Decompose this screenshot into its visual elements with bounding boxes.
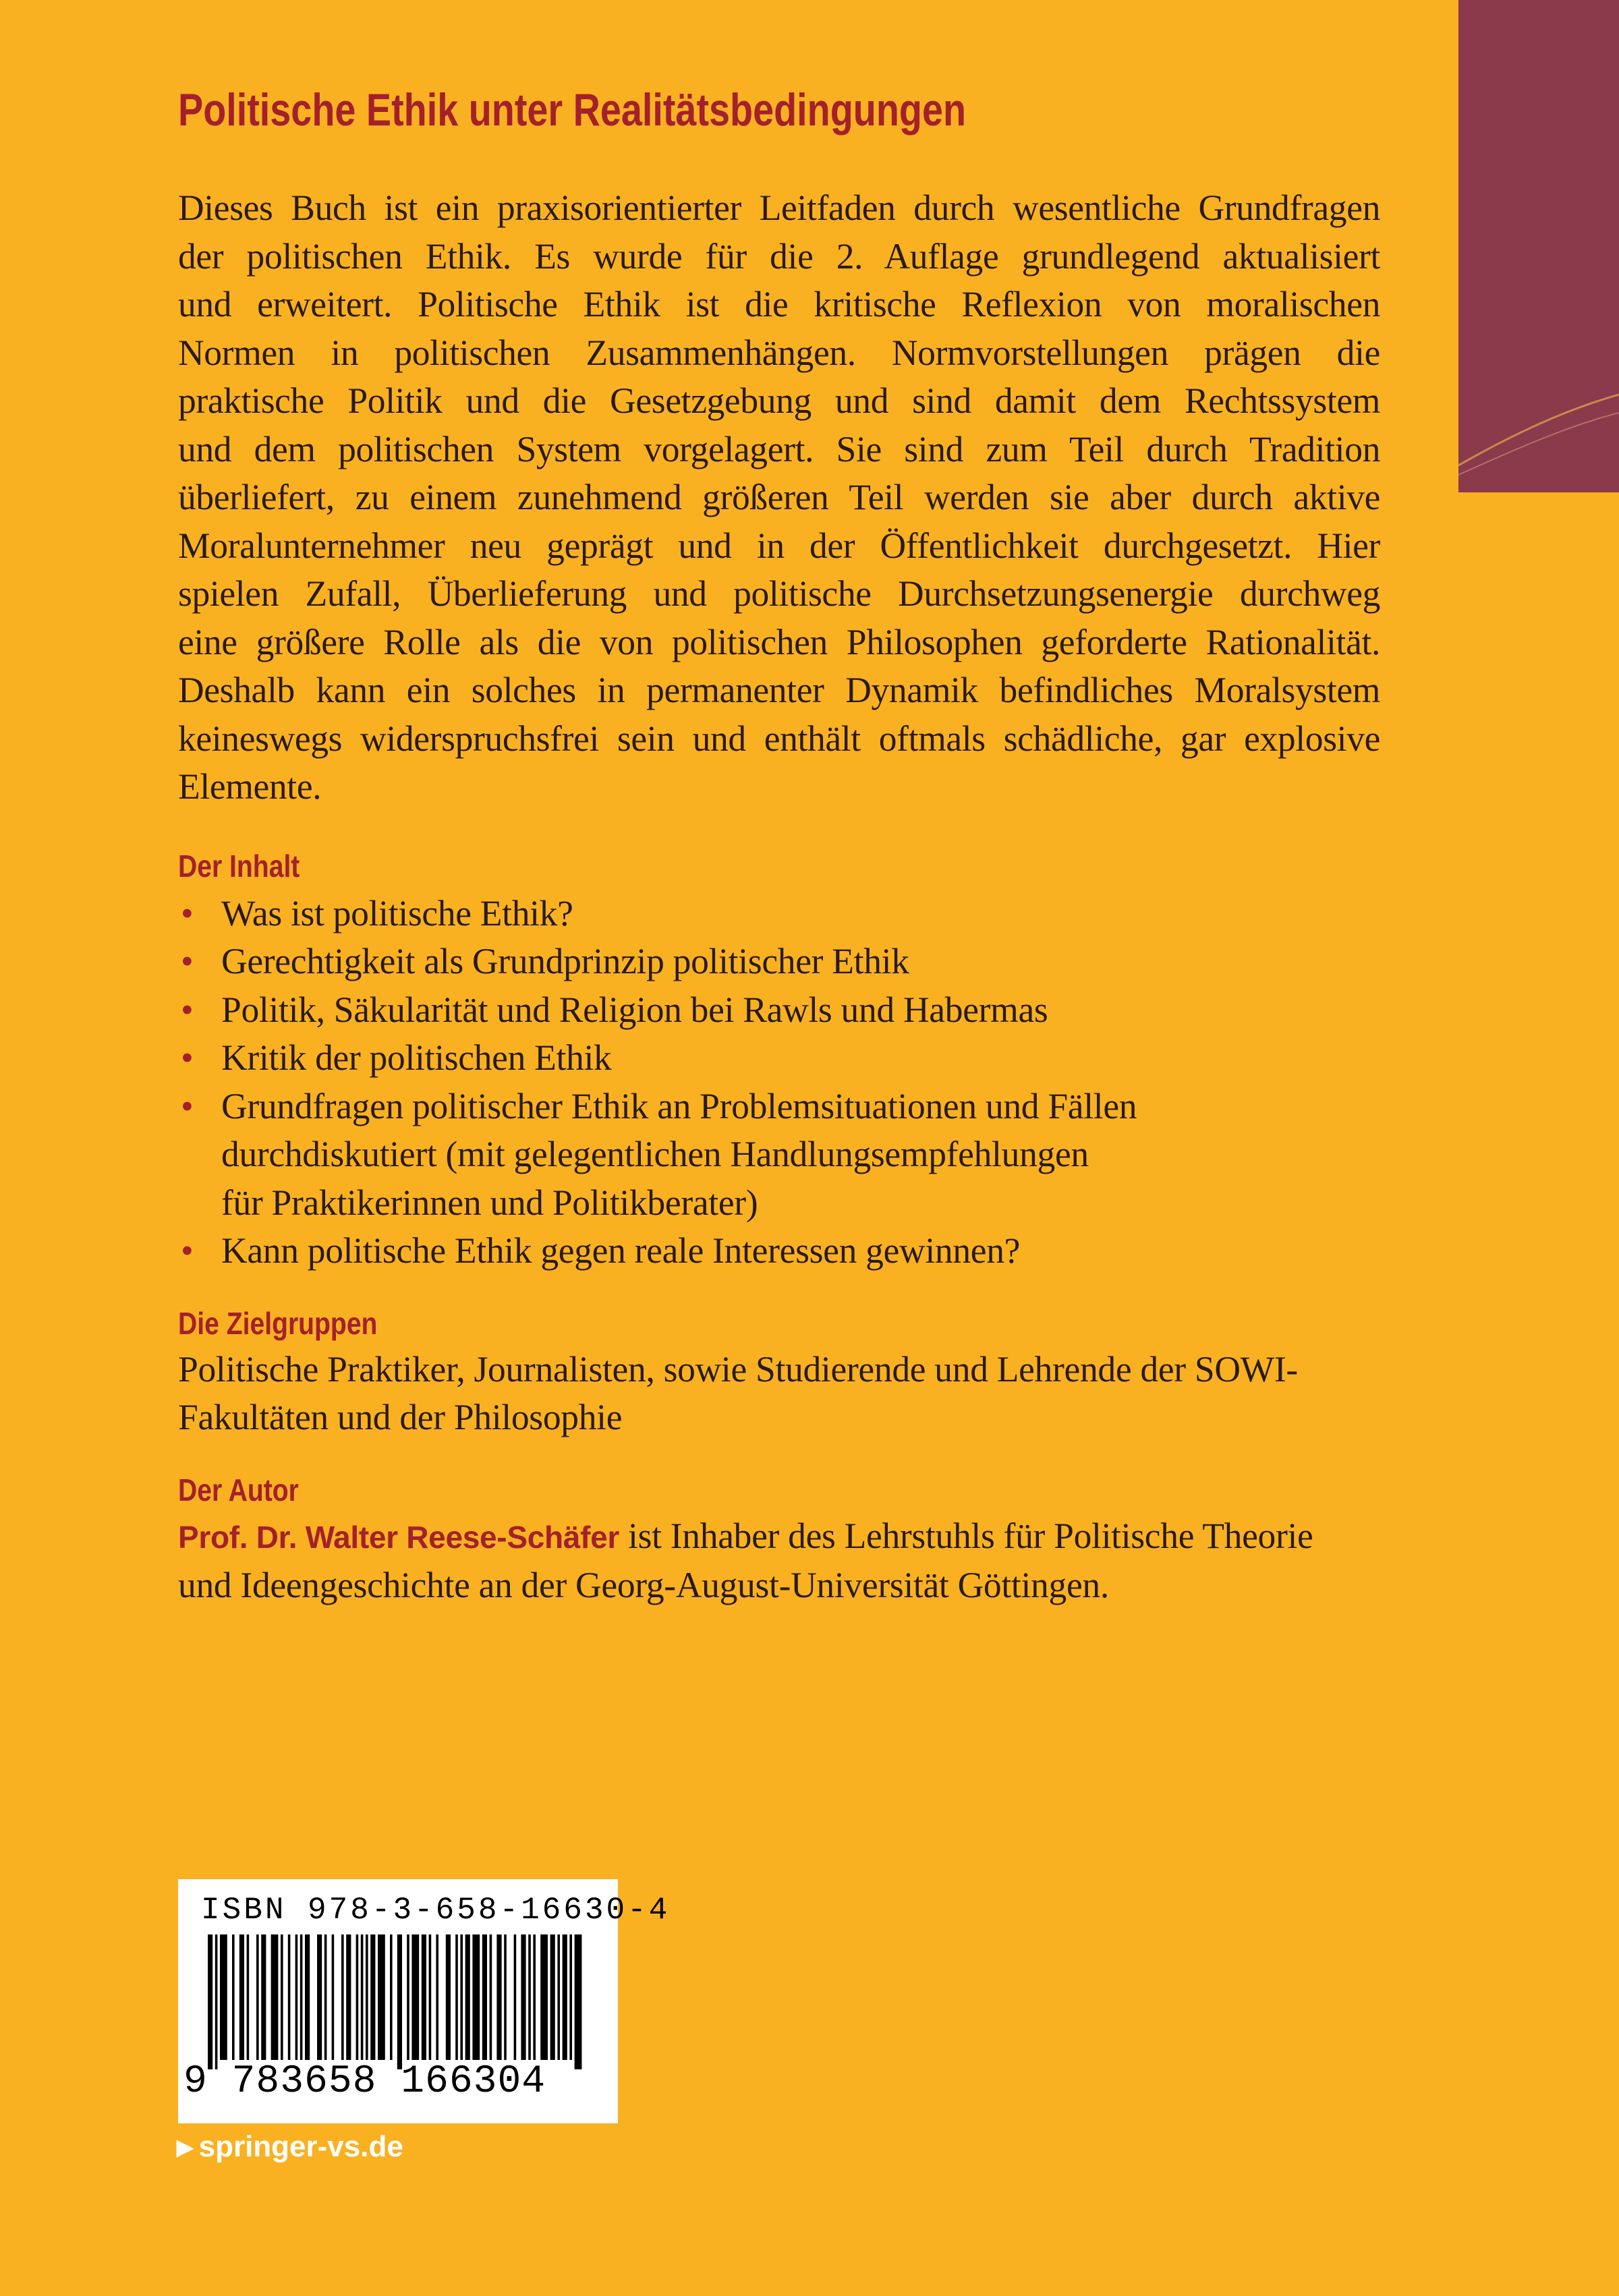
barcode-bar — [528, 1934, 531, 2060]
contents-item-line: Gerechtigkeit als Grundprinzip politischer Ethik — [221, 941, 909, 981]
author-heading: Der Autor — [178, 1472, 299, 1508]
description-line: Elemente. — [178, 766, 322, 807]
barcode-bar — [514, 1934, 517, 2060]
bullet-icon: • — [181, 1230, 194, 1271]
barcode-bar — [361, 1934, 364, 2060]
contents-item-line: für Praktikerinnen und Politikberater) — [221, 1182, 758, 1223]
description-paragraph — [178, 184, 1380, 811]
barcode-bar — [390, 1934, 393, 2060]
barcode-bar — [575, 1934, 582, 2069]
contents-item-line: Kritik der politischen Ethik — [221, 1037, 612, 1078]
description-line: und erweitert. Politische Ethik ist die kritische Reflexion von moralischen — [178, 284, 1380, 324]
barcode-bar — [324, 1934, 327, 2060]
author-line-1 — [178, 1512, 1380, 1562]
barcode-bar — [232, 1934, 235, 2060]
audience-text — [178, 1346, 1380, 1442]
description-line: praktische Politik und die Gesetzgebung und sind damit dem Rechtssystem — [178, 380, 1380, 421]
contents-item — [178, 1034, 1380, 1083]
barcode-bar — [460, 1934, 463, 2060]
barcode-bar — [220, 1934, 227, 2060]
isbn-label: ISBN 978-3-658-16630-4 — [201, 1893, 671, 1928]
barcode-bar — [446, 1934, 451, 2060]
contents-item — [178, 938, 1380, 986]
barcode-bar — [411, 1934, 419, 2060]
barcode-bar — [341, 1934, 344, 2060]
author-name: Prof. Dr. Walter Reese-Schäfer — [178, 1519, 619, 1555]
contents-list — [178, 890, 1380, 1275]
description-line: Normen in politischen Zusammenhängen. Normvorstellungen prägen die — [178, 332, 1380, 373]
barcode-bar — [533, 1934, 536, 2060]
barcode-bar — [256, 1934, 259, 2060]
contents-item-line: Was ist politische Ethik? — [221, 892, 573, 934]
barcode-bar — [288, 1934, 291, 2060]
barcode-bars — [204, 1934, 592, 2069]
barcode-bar — [295, 1934, 298, 2060]
barcode-bar — [356, 1934, 359, 2060]
contents-heading: Der Inhalt — [178, 848, 300, 884]
barcode-bar — [472, 1934, 480, 2060]
publisher-url: springer-vs.de — [198, 2130, 403, 2163]
barcode-bar — [557, 1934, 560, 2060]
barcode-bar — [407, 1934, 409, 2060]
audience-line: Fakultäten und der Philosophie — [178, 1397, 623, 1437]
barcode-bar — [482, 1934, 487, 2060]
barcode-bar — [332, 1934, 335, 2060]
description-line: überliefert, zu einem zunehmend größeren Teil werden sie aber durch aktive — [178, 477, 1380, 517]
barcode-bar — [496, 1934, 501, 2060]
barcode-bar — [261, 1934, 266, 2060]
bullet-icon: • — [181, 941, 194, 981]
barcode-bar — [550, 1934, 555, 2060]
bullet-icon: • — [181, 989, 194, 1030]
contents-item-line: Grundfragen politischer Ethik an Problemsituationen und Fällen — [221, 1085, 1137, 1126]
description-line: eine größere Rolle als die von politischen Philosophen geforderte Rationalität. — [178, 621, 1380, 662]
barcode-digits: 9 783658 166304 — [183, 2060, 546, 2104]
contents-item — [178, 986, 1380, 1035]
barcode-bar — [540, 1934, 548, 2060]
description-line: keineswegs widerspruchsfrei sein und enthält oftmals schädliche, gar explosive — [178, 718, 1380, 759]
audience-heading: Die Zielgruppen — [178, 1305, 378, 1341]
barcode-bar — [563, 1934, 567, 2060]
bullet-icon: • — [181, 1037, 194, 1078]
barcode-bar — [215, 1934, 218, 2069]
barcode-bar — [422, 1934, 426, 2060]
cover-corner-decoration — [1458, 0, 1619, 492]
barcode-bar — [247, 1934, 250, 2060]
barcode-bar — [378, 1934, 385, 2060]
author-line-2: und Ideengeschichte an der Georg-August-Universität Göttingen. — [178, 1565, 1109, 1605]
description-line: Deshalb kann ein solches in permanenter Dynamik befindliches Moralsystem — [178, 670, 1380, 710]
barcode-bar — [317, 1934, 322, 2060]
description-line: und dem politischen System vorgelagert. Sie sind zum Teil durch Tradition — [178, 428, 1380, 469]
corner-swoosh — [1458, 0, 1619, 492]
barcode-bar — [346, 1934, 351, 2060]
author-text — [178, 1512, 1380, 1610]
barcode-bar — [281, 1934, 283, 2060]
contents-item — [178, 890, 1380, 938]
barcode-bar — [490, 1934, 492, 2060]
barcode-bar — [300, 1934, 303, 2060]
barcode-bar — [239, 1934, 244, 2060]
description-line: Moralunternehmer neu geprägt und in der Öffentlichkeit durchgesetzt. Hier — [178, 525, 1380, 566]
bullet-icon: • — [181, 1085, 194, 1126]
barcode-bar — [370, 1934, 375, 2060]
description-line: der politischen Ethik. Es wurde für die 2. Auflage grundlegend aktualisiert — [178, 235, 1380, 277]
arrow-right-icon: ▶ — [177, 2135, 194, 2159]
isbn-barcode — [178, 1879, 671, 2123]
contents-item-line: Kann politische Ethik gegen reale Interessen gewinnen? — [221, 1230, 1021, 1271]
barcode-bar — [208, 1934, 212, 2069]
barcode-bar — [465, 1934, 470, 2060]
audience-line: Politische Praktiker, Journalisten, sowie Studierende und Lehrende der SOWI- — [178, 1348, 1298, 1389]
barcode-bar — [397, 1934, 402, 2069]
author-line-1-rest: ist Inhaber des Lehrstuhls für Politische Theorie — [619, 1515, 1313, 1556]
book-title: Politische Ethik unter Realitätsbedingungen — [178, 84, 967, 136]
contents-item — [178, 1227, 1380, 1275]
barcode-bar — [455, 1934, 458, 2060]
publisher-link[interactable] — [177, 2130, 403, 2164]
description-line: spielen Zufall, Überlieferung und politische Durchsetzungsenergie durchweg — [178, 573, 1380, 614]
contents-item — [178, 1083, 1380, 1228]
barcode-bar — [366, 1934, 368, 2060]
barcode-bar — [429, 1934, 432, 2060]
back-cover-text — [178, 80, 1380, 1610]
description-line: Dieses Buch ist ein praxisorientierter Leitfaden durch wesentliche Grundfragen — [178, 188, 1380, 228]
barcode-bar — [305, 1934, 310, 2060]
contents-item-line: durchdiskutiert (mit gelegentlichen Handlungsempfehlungen — [221, 1134, 1089, 1174]
bullet-icon: • — [181, 892, 194, 934]
barcode-bar — [271, 1934, 279, 2060]
barcode-bar — [504, 1934, 507, 2060]
contents-item-line: Politik, Säkularität und Religion bei Rawls und Habermas — [221, 989, 1048, 1030]
barcode-bar — [436, 1934, 438, 2060]
barcode-bar — [569, 1934, 572, 2060]
barcode-bar — [521, 1934, 526, 2060]
